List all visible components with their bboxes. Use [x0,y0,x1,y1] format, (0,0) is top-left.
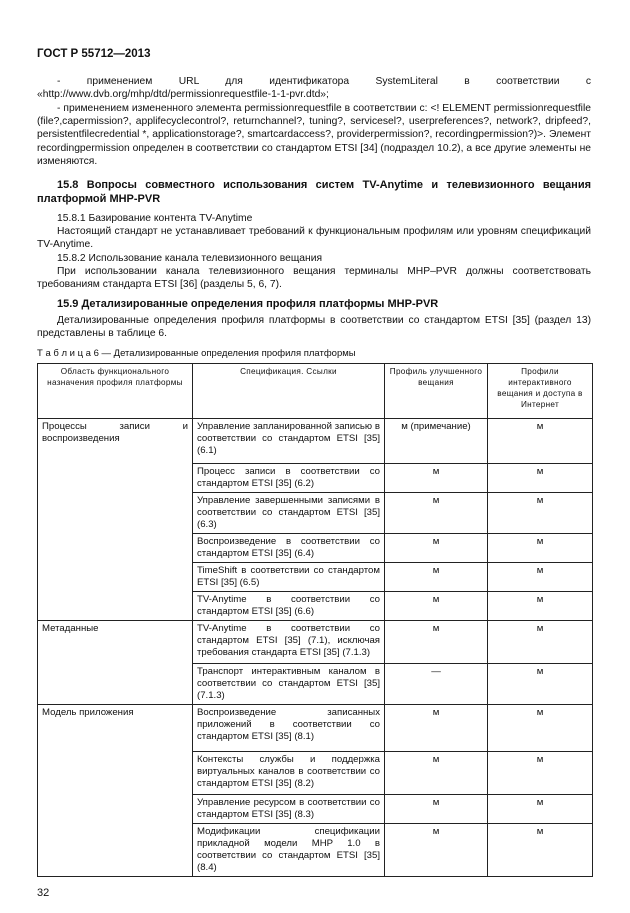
paragraph: - применением URL для идентификатора SystemLiteral в соответствии с «http://www.dvb.org/mhp/dtd/permissionrequestfile-1-1-pvr.dtd»; [37,76,591,101]
profile-cell: м [385,621,488,664]
spec-cell: Управление ресурсом в соответствии со стандартом ETSI [35] (8.3) [193,795,385,824]
spec-cell: Процесс записи в соответствии со стандартом ETSI [35] (6.2) [193,464,385,493]
area-cell: Метаданные [38,621,193,705]
spec-cell: Управление запланированной записью в соответствии со стандартом ETSI [35] (6.1) [193,419,385,464]
profile-cell: м [385,752,488,795]
profile-cell: м [488,705,593,752]
profile-cell: м [488,419,593,464]
profile-table [37,363,593,877]
page-number: 32 [37,887,50,899]
profile-cell: м [488,664,593,705]
profile-cell: м [488,795,593,824]
profile-cell: м [488,621,593,664]
column-header: Профиль улучшенного вещания [385,364,488,419]
column-header: Спецификация. Ссылки [193,364,385,419]
profile-cell: м [385,795,488,824]
area-cell: Модель приложения [38,705,193,877]
spec-cell: Управление завершенными записями в соответствии со стандартом ETSI [35] (6.3) [193,493,385,534]
paragraph: - применением измененного элемента permissionrequestfile в соответствии с: <! ELEMENT permissionrequestfile (file?,capermission?, applifecyclecontrol?, returnchannel?, tuning?, servicesel?, userpreferences?, network?, dripfeed?, persistentfilecredential *, applicationstorage?, smartcardaccess?, providerpermission?, recordingpermission?)>. Элемент recordingpermission определен в соответствии со стандартом ETSI [34] (подраздел 10.2), а все другие элементы не изменяются. [37,103,591,167]
table-row [38,705,593,752]
spec-cell: Воспроизведение в соответствии со стандартом ETSI [35] (6.4) [193,534,385,563]
profile-cell: м [488,563,593,592]
standard-header: ГОСТ Р 55712—2013 [37,48,151,60]
profile-cell: м [385,464,488,493]
profile-cell: м [488,534,593,563]
spec-cell: TimeShift в соответствии со стандартом ETSI [35] (6.5) [193,563,385,592]
spec-cell: Транспорт интерактивным каналом в соответствии со стандартом ETSI [35] (7.1.3) [193,664,385,705]
profile-cell: м [488,824,593,877]
section-heading: 15.8 Вопросы совместного использования систем TV-Anytime и телевизионного вещания платформой MHP-PVR [37,179,591,205]
spec-cell: TV-Anytime в соответствии со стандартом ETSI [35] (7.1), исключая требования стандарта ETSI [35] (7.1.3) [193,621,385,664]
table-caption: Т а б л и ц а 6 — Детализированные определения профиля платформы [37,348,356,359]
table-row [38,419,593,464]
spec-cell: Воспроизведение записанных приложений в соответствии со стандартом ETSI [35] (8.1) [193,705,385,752]
subsection-heading: 15.8.2 Использование канала телевизионного вещания [57,253,323,264]
profile-cell: м [488,493,593,534]
spec-cell: Контексты службы и поддержка виртуальных каналов в соответствии со стандартом ETSI [35] (8.2) [193,752,385,795]
column-header: Профили интерактивного вещания и доступа в Интернет [488,364,593,419]
profile-cell: м [385,534,488,563]
column-header: Область функционального назначения профиля платформы [38,364,193,419]
spec-cell: Модификации спецификации прикладной модели MHP 1.0 в соответствии со стандартом ETSI [35] (8.4) [193,824,385,877]
paragraph: Детализированные определения профиля платформы в соответствии со стандартом ETSI [35] (раздел 13) представлены в таблице 6. [37,315,591,340]
profile-cell: м [385,563,488,592]
profile-cell: м [488,464,593,493]
paragraph: При использовании канала телевизионного вещания терминалы MHP–PVR должны соответствовать требованиям стандарта ETSI [36] (разделы 5, 6, 7). [37,266,591,291]
profile-cell: м (примечание) [385,419,488,464]
profile-cell: м [385,705,488,752]
profile-cell: м [488,752,593,795]
profile-cell: м [488,592,593,621]
profile-cell: м [385,824,488,877]
table-row [38,621,593,664]
paragraph: Настоящий стандарт не устанавливает требований к функциональным профилям или уровням спецификаций TV-Anytime. [37,226,591,251]
spec-cell: TV-Anytime в соответствии со стандартом ETSI [35] (6.6) [193,592,385,621]
section-heading: 15.9 Детализированные определения профиля платформы MHP-PVR [57,298,439,310]
profile-cell: м [385,493,488,534]
area-cell: Процессы записи и воспроизведения [38,419,193,621]
subsection-heading: 15.8.1 Базирование контента TV-Anytime [57,213,253,224]
profile-cell: м [385,592,488,621]
profile-cell: — [385,664,488,705]
